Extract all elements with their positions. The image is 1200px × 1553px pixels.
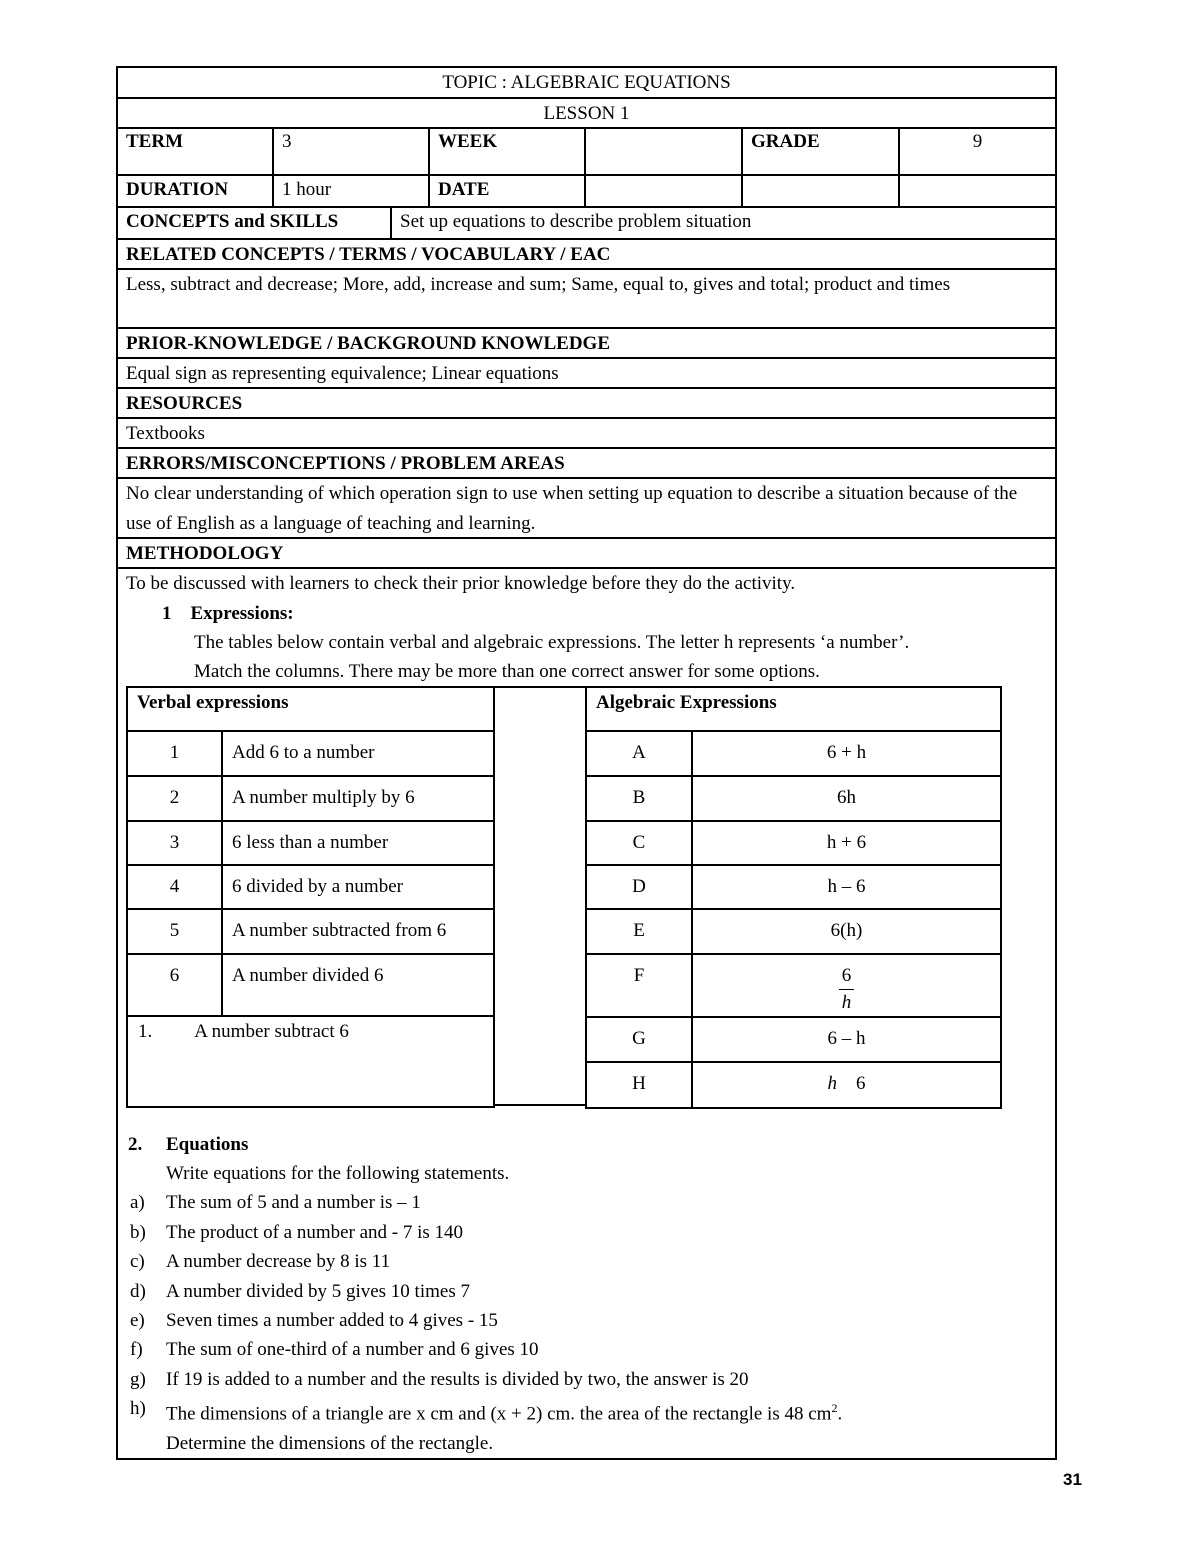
alg-expr-h <box>692 1062 1001 1108</box>
date-value-1 <box>586 176 743 206</box>
week-label: WEEK <box>430 129 586 174</box>
alg-expr-f <box>692 954 1001 1017</box>
algebraic-header: Algebraic Expressions <box>586 687 1001 731</box>
verbal-text-2: A number multiply by 6 <box>222 776 494 821</box>
equation-item <box>126 1335 1047 1364</box>
prior-heading: PRIOR-KNOWLEDGE / BACKGROUND KNOWLEDGE <box>118 329 1055 359</box>
alg-expr-h-const: 6 <box>856 1072 866 1094</box>
equation-text: The sum of one-third of a number and 6 gives 10 <box>166 1339 539 1361</box>
verbal-num-6: 6 <box>127 954 222 1016</box>
verbal-extra-row <box>127 1016 494 1107</box>
verbal-extra-text: A number subtract 6 <box>194 1020 349 1042</box>
methodology-heading: METHODOLOGY <box>118 539 1055 569</box>
section1-title: Expressions: <box>190 602 294 624</box>
errors-text: No clear understanding of which operation sign to use when setting up equation to describe a situation because of the use of English as a language of teaching and learning. <box>118 479 1055 539</box>
alg-expr-g: 6 – h <box>692 1017 1001 1062</box>
equation-item <box>126 1188 1047 1217</box>
equation-letter: c) <box>130 1251 145 1273</box>
alg-letter-g: G <box>586 1017 692 1062</box>
topic-title: TOPIC : ALGEBRAIC EQUATIONS <box>118 68 1055 99</box>
verbal-header: Verbal expressions <box>127 687 494 731</box>
equation-item <box>126 1218 1047 1247</box>
equations-section <box>118 1108 1055 1459</box>
equation-item <box>126 1365 1047 1394</box>
grade-label: GRADE <box>743 129 900 174</box>
equation-item <box>126 1394 1047 1429</box>
alg-letter-d: D <box>586 865 692 909</box>
related-text: Less, subtract and decrease; More, add, increase and sum; Same, equal to, gives and total; product and times <box>118 270 1055 329</box>
verbal-num-3: 3 <box>127 821 222 865</box>
equation-item <box>126 1247 1047 1276</box>
equation-letter: h) <box>130 1398 146 1420</box>
fraction-6-over-h <box>839 963 855 1016</box>
equation-text: A number divided by 5 gives 10 times 7 <box>166 1280 470 1302</box>
alg-expr-a: 6 + h <box>692 731 1001 776</box>
verbal-text-4: 6 divided by a number <box>222 865 494 909</box>
term-value: 3 <box>274 129 430 174</box>
methodology-body <box>118 569 1055 1458</box>
equation-letter: e) <box>130 1309 145 1331</box>
concepts-label: CONCEPTS and SKILLS <box>118 208 392 238</box>
verbal-expressions-table <box>126 686 495 1108</box>
alg-expr-d: h – 6 <box>692 865 1001 909</box>
equations-title: Equations <box>166 1133 249 1155</box>
verbal-num-4: 4 <box>127 865 222 909</box>
page-number: 31 <box>1063 1470 1082 1489</box>
equation-text: A number decrease by 8 is 11 <box>166 1251 391 1273</box>
errors-heading: ERRORS/MISCONCEPTIONS / PROBLEM AREAS <box>118 449 1055 479</box>
verbal-num-1: 1 <box>127 731 222 776</box>
section1-line2: Match the columns. There may be more than one correct answer for some options. <box>194 660 820 682</box>
equation-text: The product of a number and - 7 is 140 <box>166 1221 464 1243</box>
verbal-extra-num: 1. <box>138 1020 153 1042</box>
equations-heading <box>126 1130 1047 1159</box>
equation-item <box>126 1306 1047 1335</box>
duration-label: DURATION <box>118 176 274 206</box>
verbal-text-6: A number divided 6 <box>222 954 494 1016</box>
alg-letter-a: A <box>586 731 692 776</box>
equation-letter: a) <box>130 1192 145 1214</box>
equation-item <box>126 1277 1047 1306</box>
week-value <box>586 129 743 174</box>
alg-letter-f: F <box>586 954 692 1017</box>
grade-value: 9 <box>972 131 983 152</box>
fraction-numerator: 6 <box>839 963 855 990</box>
related-heading: RELATED CONCEPTS / TERMS / VOCABULARY / EAC <box>118 240 1055 270</box>
equation-text: The sum of 5 and a number is – 1 <box>166 1192 421 1214</box>
date-value-3 <box>900 176 1055 206</box>
equation-text: If 19 is added to a number and the results is divided by two, the answer is 20 <box>166 1368 749 1390</box>
section1-num: 1 <box>162 602 172 624</box>
equation-letter: d) <box>130 1280 146 1302</box>
equation-text: The dimensions of a triangle are x cm and (x + 2) cm. the area of the rectangle is 48 cm <box>166 1403 832 1425</box>
algebraic-expressions-table <box>585 686 1002 1109</box>
equation-text: Seven times a number added to 4 gives - 15 <box>166 1309 498 1331</box>
resources-heading: RESOURCES <box>118 389 1055 419</box>
lesson-plan-document <box>116 66 1057 1460</box>
equations-num: 2. <box>128 1133 143 1155</box>
equation-letter: g) <box>130 1368 146 1390</box>
fraction-denominator: h <box>841 991 852 1013</box>
alg-letter-b: B <box>586 776 692 821</box>
equation-end: . <box>837 1403 843 1425</box>
methodology-intro: To be discussed with learners to check their prior knowledge before they do the activity. <box>126 573 796 594</box>
duration-value: 1 hour <box>274 176 430 206</box>
alg-expr-b: 6h <box>692 776 1001 821</box>
alg-letter-e: E <box>586 909 692 954</box>
middle-spacer-column <box>495 686 587 1106</box>
lesson-title: LESSON 1 <box>118 99 1055 129</box>
duration-row <box>118 176 1055 208</box>
term-label: TERM <box>118 129 274 174</box>
equation-letter: b) <box>130 1221 146 1243</box>
concepts-row <box>118 208 1055 240</box>
equations-intro: Write equations for the following statements. <box>166 1162 510 1184</box>
alg-letter-c: C <box>586 821 692 865</box>
verbal-num-5: 5 <box>127 909 222 954</box>
alg-letter-h: H <box>586 1062 692 1108</box>
term-row <box>118 129 1055 176</box>
date-value-2 <box>743 176 900 206</box>
expressions-tables <box>126 686 1055 1108</box>
alg-expr-c: h + 6 <box>692 821 1001 865</box>
equation-letter: f) <box>130 1339 143 1361</box>
verbal-text-3: 6 less than a number <box>222 821 494 865</box>
verbal-text-1: Add 6 to a number <box>222 731 494 776</box>
superscript-2: 2 <box>831 1401 838 1416</box>
prior-text: Equal sign as representing equivalence; Linear equations <box>118 359 1055 389</box>
alg-expr-h-var: h <box>827 1072 837 1094</box>
date-label: DATE <box>430 176 586 206</box>
verbal-text-5: A number subtracted from 6 <box>222 909 494 954</box>
section1-heading <box>118 599 1055 629</box>
resources-text: Textbooks <box>118 419 1055 449</box>
equation-h-line2: Determine the dimensions of the rectangle. <box>166 1432 494 1454</box>
section1-line1: The tables below contain verbal and algebraic expressions. The letter h represents ‘a number’. <box>194 632 910 653</box>
verbal-num-2: 2 <box>127 776 222 821</box>
concepts-value: Set up equations to describe problem situation <box>400 211 752 232</box>
alg-expr-e: 6(h) <box>692 909 1001 954</box>
